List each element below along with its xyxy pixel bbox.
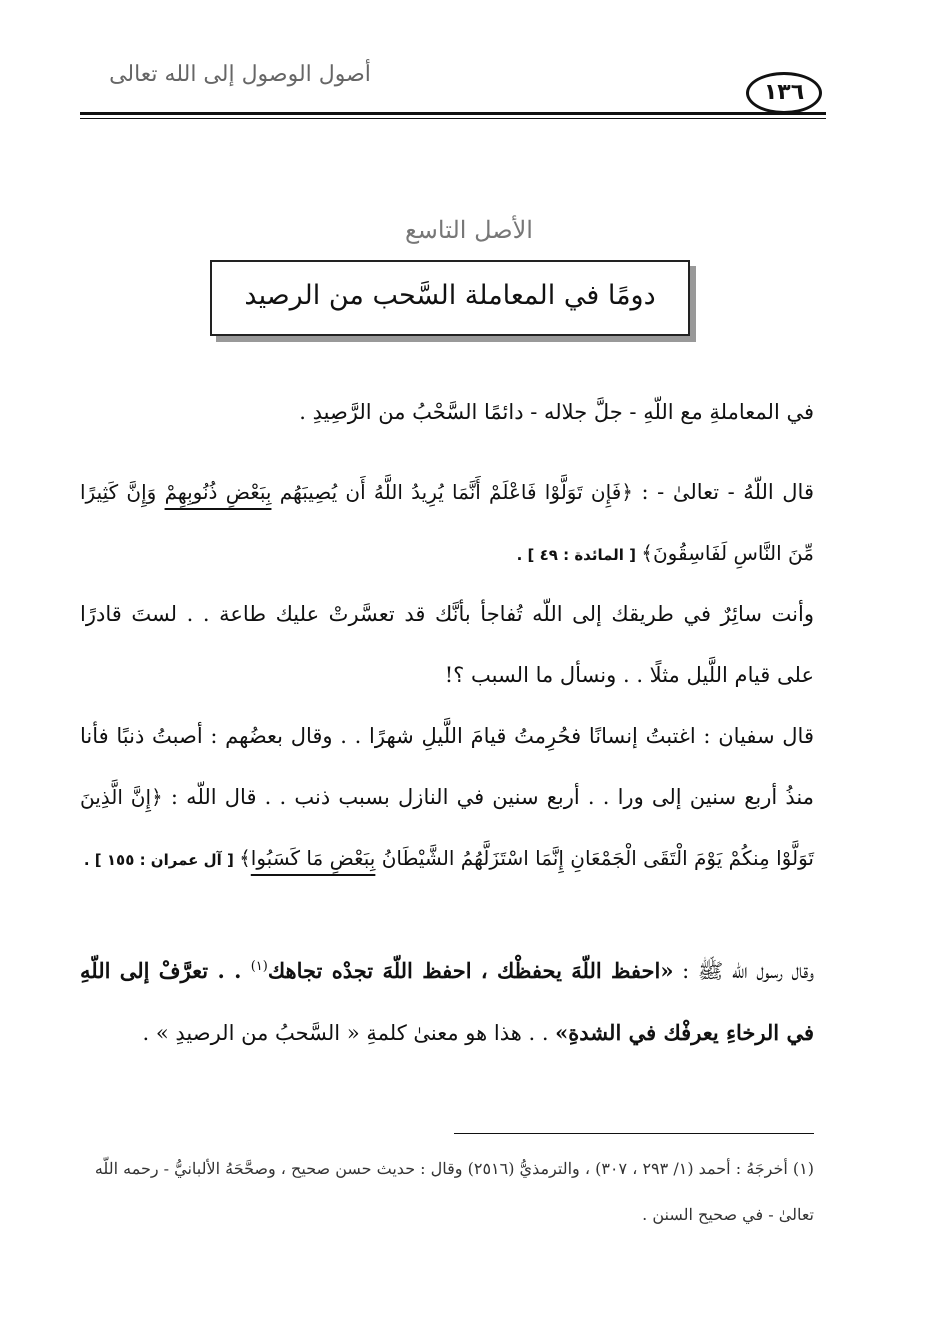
chapter-title-frame — [210, 260, 696, 342]
quran-verse-underlined: بِبَعْضِ مَا كَسَبُوا — [250, 846, 376, 870]
chapter-label: الأصل التاسع — [405, 216, 533, 244]
hadith-quote-continued: . . تعرَّفْ إلى اللّهِ في الرخاءِ يعرفْك في الشدةِ» — [80, 958, 814, 1045]
frame-box — [210, 260, 690, 336]
footnote-separator — [454, 1133, 814, 1134]
quran-verse-part-a: ﴿إِنَّ الَّذِينَ تَوَلَّوْا مِنكُمْ يَوْمَ الْتَقَى الْجَمْعَانِ إِنَّمَا اسْتَزَلَّهُمُ الشَّيْطَانُ — [80, 785, 814, 870]
header-rule-thin — [80, 118, 826, 119]
chapter-title: دومًا في المعاملة السَّحب من الرصيد — [244, 280, 656, 311]
paragraph-3: وأنت سائِرٌ في طريقك إلى اللّه تُفاجأ بأنَّك قد تعسَّرتْ عليك طاعة . . لستَ قادرًا على قيام اللَّيل مثلًا . . ونسأل ما السبب ؟! — [80, 602, 814, 687]
paragraph-1: في المعاملةِ مع اللّهِ - جلَّ جلاله - دائمًا السَّحْبُ من الرَّصِيدِ . — [299, 400, 814, 424]
hadith-quote: «احفظ اللّهَ يحفظْك ، احفظ اللّهَ تجدْه تجاهك — [267, 958, 674, 983]
header-rule-thick — [80, 112, 826, 115]
quran-verse-part-b: ﴾ — [239, 846, 251, 870]
quran-verse-underlined: بِبَعْضِ ذُنُوبِهِمْ — [164, 480, 272, 504]
quran-verse-part-b: وَإِنَّ كَثِيرًا مِّنَ النَّاسِ لَفَاسِقُونَ﴾ — [80, 480, 814, 565]
p5-tail: . . هذا هو معنىٰ كلمةِ « السَّحبُ من الرصيدِ » . — [142, 1021, 556, 1045]
verse-reference: [ المائدة : ٤٩ ] . — [516, 546, 642, 564]
quran-verse-part-a: ﴿فَإِن تَوَلَّوْا فَاعْلَمْ أَنَّمَا يُرِيدُ اللَّهُ أَن يُصِيبَهُم — [271, 480, 633, 504]
p5-lead: وقال رسول اللّه ﷺ : — [673, 959, 814, 983]
paragraph-4 — [80, 706, 814, 891]
p4-text: قال سفيان : اغتبتُ إنسانًا فحُرِمتُ قيامَ اللَّيلِ شهرًا . . وقال بعضُهم : أصبتُ ذنبًا فأنا منذُ أربع سنين إلى ورا . . أربع سنين في النازل بسبب ذنب . . قال اللّه : — [80, 724, 814, 809]
p2-lead: قال اللّهُ - تعالىٰ - : — [633, 480, 814, 504]
footnote-1: (١) أخرجَهُ : أحمد (١/ ٢٩٣ ، ٣٠٧) ، والترمذيُّ (٢٥١٦) وقال : حديث حسن صحيح ، وصحَّحَهُ الألبانيُّ - رحمه اللّه تعالىٰ - في صحيح السنن . — [94, 1159, 814, 1224]
footnote-marker: (١) — [250, 959, 268, 974]
paragraph-5 — [80, 936, 814, 1064]
paragraph-2 — [80, 462, 814, 586]
page-number-badge: ١٣٦ — [746, 72, 822, 114]
running-header-title: أصول الوصول إلى الله تعالى — [109, 62, 371, 87]
verse-reference: [ آل عمران : ١٥٥ ] . — [83, 851, 240, 869]
